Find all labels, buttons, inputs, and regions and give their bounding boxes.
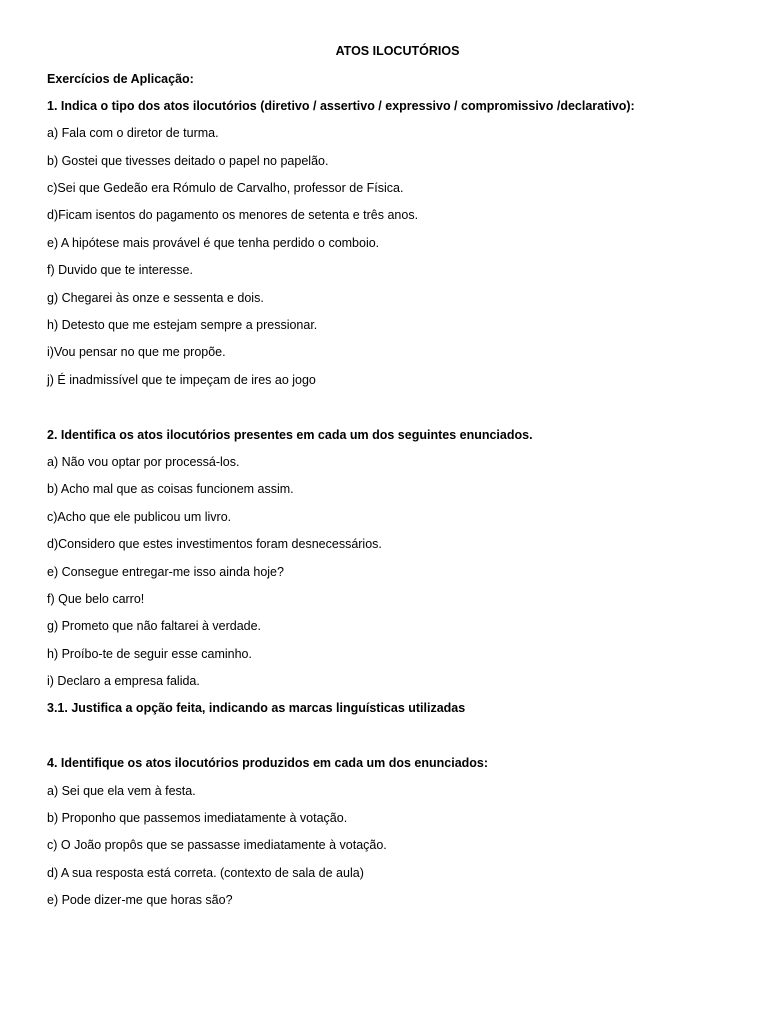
section-spacer [47,398,728,425]
section-4-item-c: c) O João propôs que se passasse imediatamente à votação. [47,838,387,853]
section-1-item-e: e) A hipótese mais provável é que tenha perdido o comboio. [47,235,380,250]
section-2-item-f: f) Que belo carro! [47,591,145,606]
section-2-item-a: a) Não vou optar por processá-los. [47,454,240,469]
section-1-item-f: f) Duvido que te interesse. [47,263,193,278]
section-2-item-i: i) Declaro a empresa falida. [47,674,200,689]
section-2-item-h: h) Proíbo-te de seguir esse caminho. [47,646,252,661]
section-2-item-g: g) Prometo que não faltarei à verdade. [47,619,262,634]
section-2-heading: 2. Identifica os atos ilocutórios presentes em cada um dos seguintes enunciados. [47,427,533,442]
section-2 [47,426,728,718]
section-4-item-b: b) Proponho que passemos imediatamente à votação. [47,811,348,826]
section-2-item-c: c)Acho que ele publicou um livro. [47,509,232,524]
section-4 [47,754,728,909]
section-1-item-a: a) Fala com o diretor de turma. [47,126,219,141]
section-1-item-j: j) É inadmissível que te impeçam de ires ao jogo [47,372,316,387]
section-1-item-d: d)Ficam isentos do pagamento os menores de setenta e três anos. [47,208,419,223]
section-1 [47,97,728,389]
section-3-1-heading: 3.1. Justifica a opção feita, indicando as marcas linguísticas utilizadas [47,701,466,716]
section-4-heading: 4. Identifique os atos ilocutórios produzidos em cada um dos enunciados: [47,756,489,771]
document-title: ATOS ILOCUTÓRIOS [335,44,460,58]
section-1-item-h: h) Detesto que me estejam sempre a pressionar. [47,318,318,333]
section-2-item-b: b) Acho mal que as coisas funcionem assim. [47,482,294,497]
section-1-item-c: c)Sei que Gedeão era Rómulo de Carvalho, professor de Física. [47,181,404,196]
section-4-item-d: d) A sua resposta está correta. (contexto de sala de aula) [47,865,364,880]
section-1-heading: 1. Indica o tipo dos atos ilocutórios (diretivo / assertivo / expressivo / compromissivo /declarativo): [47,98,635,113]
section-1-item-b: b) Gostei que tivesses deitado o papel no papelão. [47,153,329,168]
section-2-item-d: d)Considero que estes investimentos foram desnecessários. [47,537,382,552]
section-2-item-e: e) Consegue entregar-me isso ainda hoje? [47,564,284,579]
section-1-item-i: i)Vou pensar no que me propõe. [47,345,226,360]
section-1-item-g: g) Chegarei às onze e sessenta e dois. [47,290,264,305]
section-4-item-e: e) Pode dizer-me que horas são? [47,893,233,908]
section-spacer [47,727,728,754]
section-4-item-a: a) Sei que ela vem à festa. [47,783,196,798]
document-subtitle: Exercícios de Aplicação: [47,71,194,86]
